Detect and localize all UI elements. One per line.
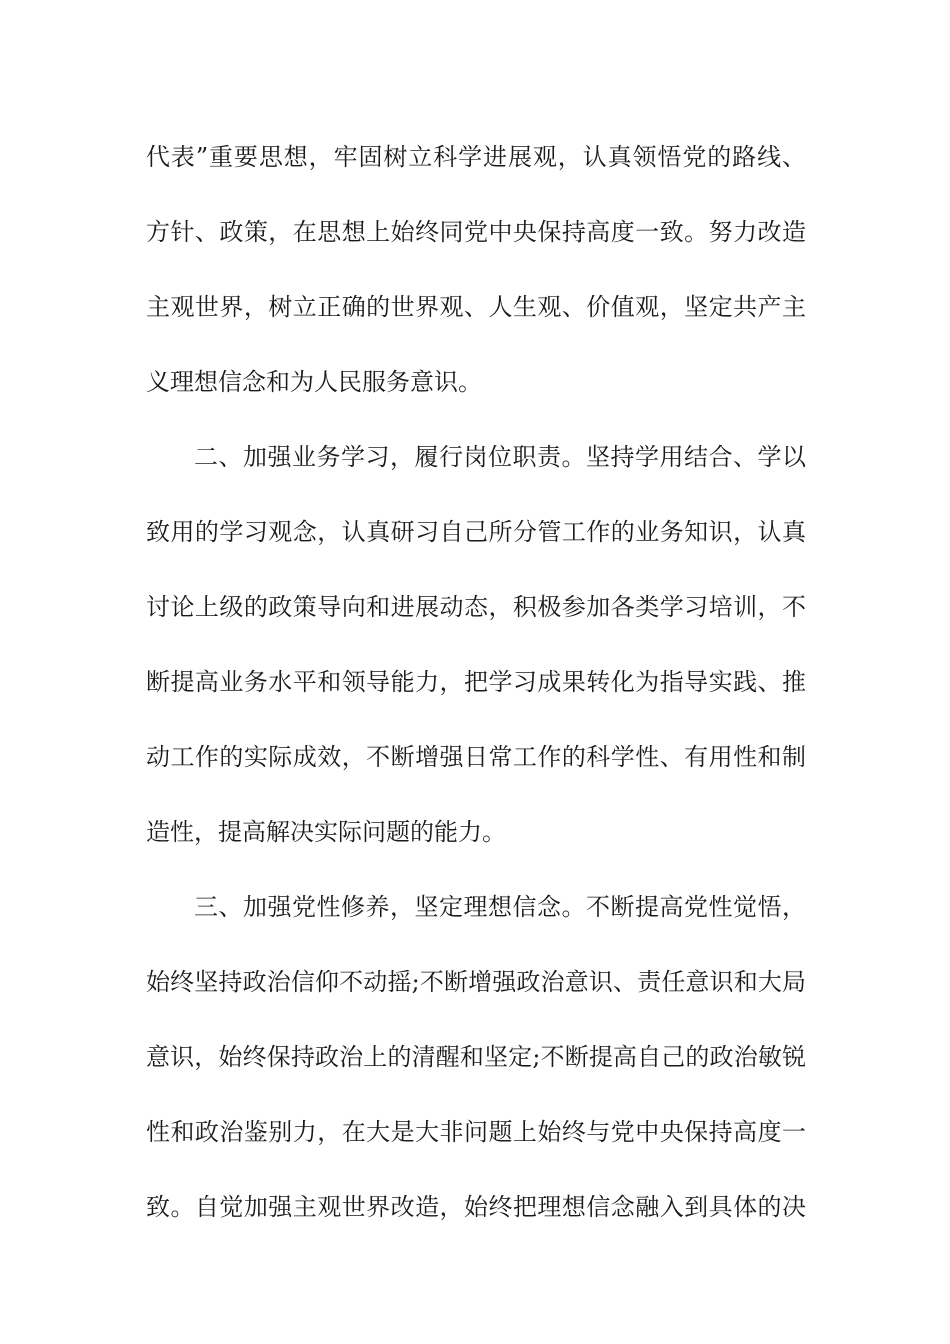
paragraph-start-line: 三、加强党性修养，坚定理想信念。不断提高党性觉悟， [194, 893, 806, 921]
text-line: 致用的学习观念，认真研习自己所分管工作的业务知识，认真 [146, 518, 806, 546]
text-line: 性和政治鉴别力，在大是大非问题上始终与党中央保持高度一 [146, 1118, 806, 1146]
text-line: 意识，始终保持政治上的清醒和坚定;不断提高自己的政治敏锐 [146, 1043, 806, 1071]
text-line: 致。自觉加强主观世界改造，始终把理想信念融入到具体的决 [146, 1193, 806, 1221]
text-line: 动工作的实际成效，不断增强日常工作的科学性、有用性和制 [146, 743, 806, 771]
text-line: 主观世界，树立正确的世界观、人生观、价值观，坚定共产主 [146, 293, 806, 321]
text-line: 始终坚持政治信仰不动摇;不断增强政治意识、责任意识和大局 [146, 968, 806, 996]
text-line: 断提高业务水平和领导能力，把学习成果转化为指导实践、推 [146, 668, 806, 696]
paragraph-start-line: 二、加强业务学习，履行岗位职责。坚持学用结合、学以 [194, 443, 806, 471]
text-line: 方针、政策，在思想上始终同党中央保持高度一致。努力改造 [146, 218, 806, 246]
text-line: 讨论上级的政策导向和进展动态，积极参加各类学习培训，不 [146, 593, 806, 621]
body-text [146, 120, 806, 1245]
text-line: 代表”重要思想，牢固树立科学进展观，认真领悟党的路线、 [146, 143, 806, 171]
text-line: 义理想信念和为人民服务意识。 [146, 368, 482, 396]
text-line: 造性，提高解决实际问题的能力。 [146, 818, 506, 846]
